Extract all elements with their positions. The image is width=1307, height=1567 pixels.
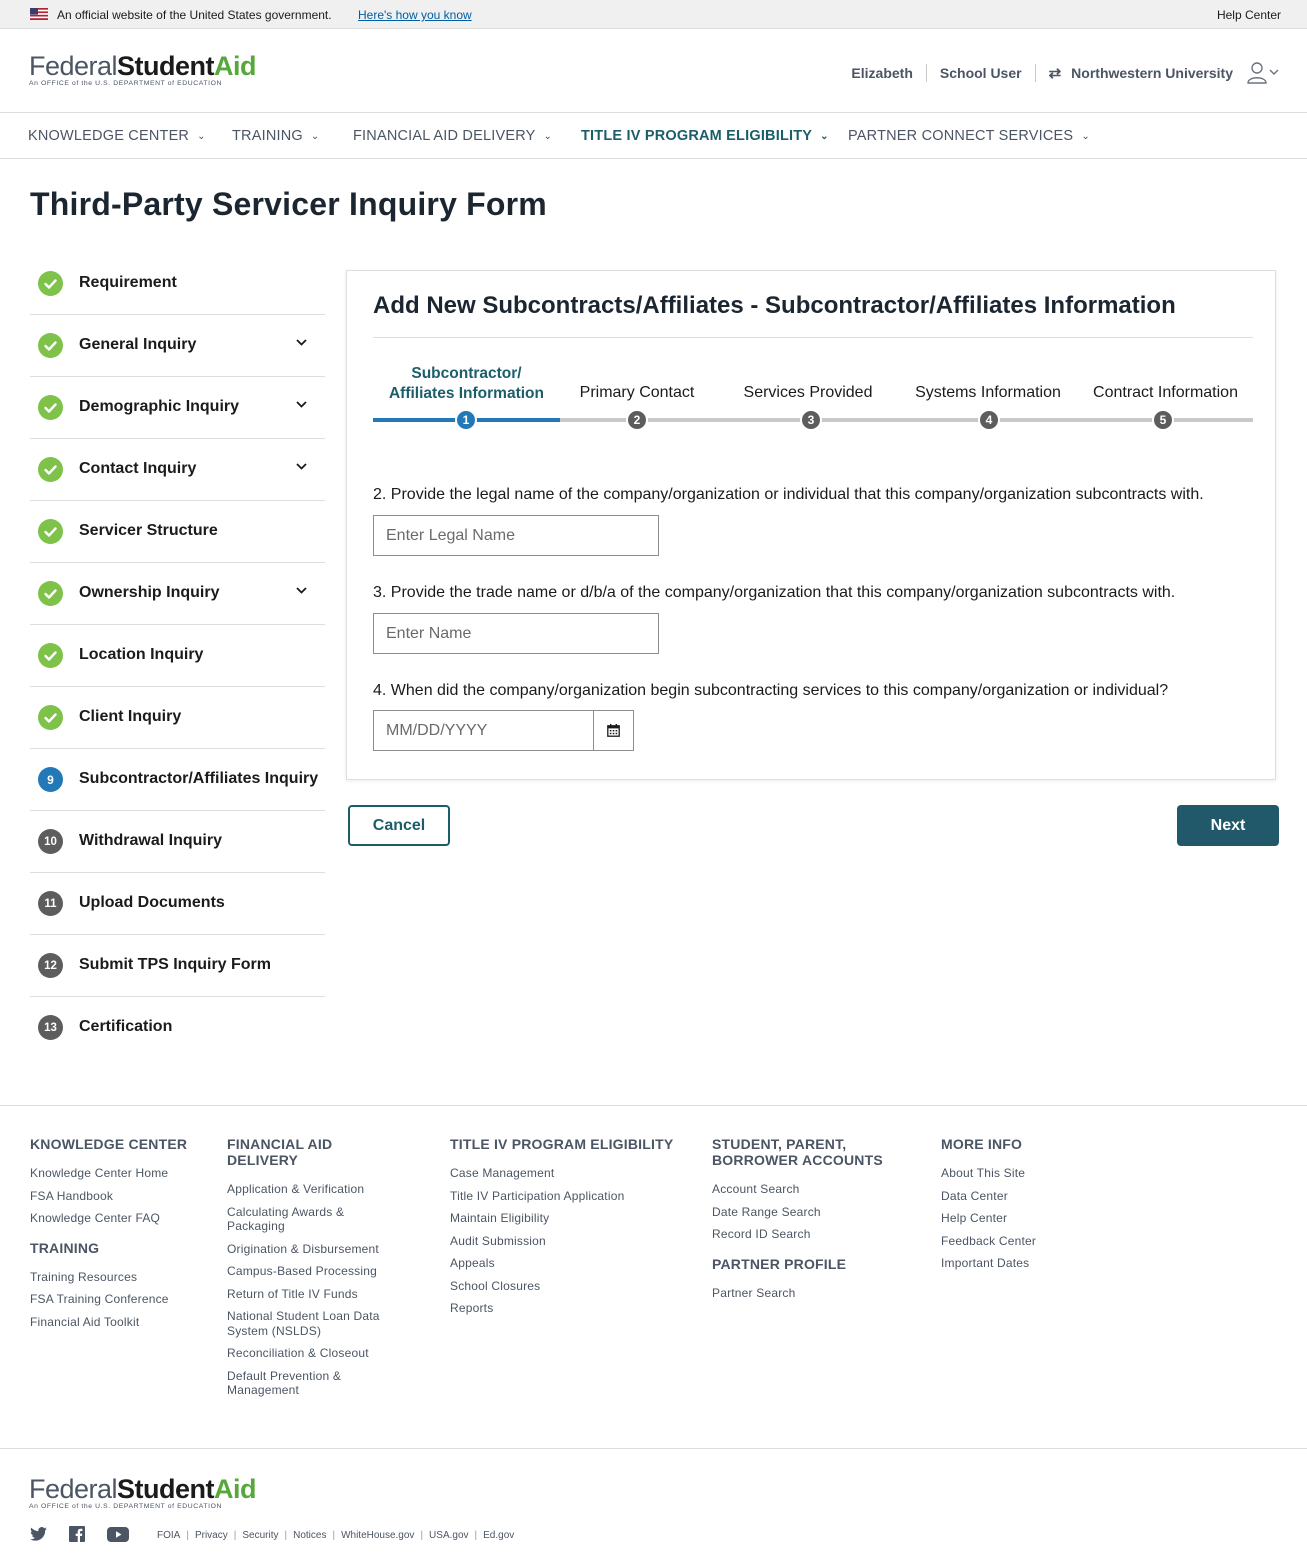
- legal-link[interactable]: Ed.gov: [483, 1530, 515, 1541]
- separator: |: [186, 1530, 189, 1541]
- footer-heading: MORE INFO: [941, 1136, 1023, 1152]
- divider: [373, 337, 1253, 338]
- step-3-label[interactable]: Services Provided: [743, 384, 873, 401]
- footer-link[interactable]: Return of Title IV Funds: [227, 1286, 358, 1301]
- gov-banner-text: An official website of the United States government.: [57, 8, 332, 22]
- facebook-icon[interactable]: [69, 1526, 85, 1542]
- check-icon: [38, 643, 63, 668]
- footer-heading: TRAINING: [30, 1239, 100, 1256]
- sidebar-item[interactable]: [30, 687, 325, 749]
- step-number-badge: 12: [38, 953, 63, 978]
- footer-link[interactable]: Help Center: [941, 1211, 1008, 1225]
- footer-link[interactable]: Maintain Eligibility: [450, 1211, 550, 1225]
- footer-column: [227, 1136, 392, 1406]
- sidebar-item-label: Location Inquiry: [79, 646, 204, 663]
- switch-institution-icon[interactable]: ⇄: [1048, 65, 1062, 82]
- social-links: [30, 1526, 151, 1542]
- legal-name-input[interactable]: [373, 515, 659, 556]
- step-2-label[interactable]: Primary Contact: [579, 384, 695, 401]
- sidebar-item[interactable]: [30, 811, 325, 873]
- footer-link[interactable]: Knowledge Center FAQ: [30, 1211, 161, 1225]
- sidebar-item[interactable]: [30, 501, 325, 563]
- footer-link[interactable]: FSA Handbook: [30, 1188, 114, 1203]
- footer-link[interactable]: Origination & Disbursement: [227, 1241, 379, 1256]
- footer-heading: KNOWLEDGE CENTER: [30, 1136, 188, 1152]
- footer-link[interactable]: Campus-Based Processing: [227, 1264, 378, 1278]
- sidebar-item-label: Client Inquiry: [79, 708, 182, 725]
- footer-link[interactable]: Partner Search: [712, 1285, 796, 1300]
- sidebar-item[interactable]: [30, 563, 325, 625]
- chevron-down-icon[interactable]: [296, 461, 307, 473]
- gov-banner: [0, 0, 1307, 29]
- step-5-dot[interactable]: 5: [1152, 409, 1174, 431]
- chevron-down-icon[interactable]: [296, 399, 307, 411]
- footer-fsa-logo[interactable]: [29, 1475, 256, 1510]
- trade-name-input[interactable]: [373, 613, 659, 654]
- legal-link[interactable]: Notices: [293, 1530, 327, 1541]
- nav-label: TRAINING: [232, 128, 303, 144]
- logo-subtitle: An OFFICE of the U.S. DEPARTMENT of EDUCATION: [29, 80, 223, 87]
- sidebar-item-label: Requirement: [79, 274, 177, 291]
- nav-title-iv-program-eligibility[interactable]: [581, 128, 829, 144]
- sidebar-item-label: Ownership Inquiry: [79, 584, 220, 601]
- footer-link[interactable]: Feedback Center: [941, 1233, 1037, 1248]
- sidebar-item[interactable]: [30, 253, 325, 315]
- footer-link[interactable]: Reconciliation & Closeout: [227, 1346, 369, 1360]
- logo-student: Student: [117, 1474, 215, 1504]
- chevron-down-icon: ⌄: [310, 131, 320, 142]
- nav-label: TITLE IV PROGRAM ELIGIBILITY: [581, 128, 813, 144]
- youtube-icon[interactable]: [107, 1527, 129, 1542]
- user-role: School User: [939, 65, 1022, 81]
- chevron-down-icon[interactable]: [296, 585, 307, 597]
- legal-link[interactable]: Security: [242, 1530, 279, 1541]
- cancel-button[interactable]: Cancel: [348, 805, 450, 846]
- separator: |: [332, 1530, 336, 1541]
- logo-federal: Federal: [29, 51, 118, 81]
- legal-link[interactable]: USA.gov: [429, 1530, 469, 1541]
- sidebar-item[interactable]: [30, 997, 325, 1059]
- footer-link[interactable]: Record ID Search: [712, 1227, 811, 1241]
- step-5-label[interactable]: Contract Information: [1093, 384, 1238, 401]
- legal-link[interactable]: Privacy: [194, 1530, 228, 1541]
- footer-link[interactable]: Important Dates: [941, 1256, 1030, 1270]
- nav-label: FINANCIAL AID DELIVERY: [353, 128, 536, 144]
- footer-link[interactable]: About This Site: [941, 1166, 1026, 1180]
- user-area: [851, 62, 1281, 84]
- footer-link[interactable]: Date Range Search: [712, 1204, 821, 1219]
- footer-link[interactable]: Application & Verification: [227, 1182, 365, 1196]
- footer-link[interactable]: Calculating Awards & Packaging: [227, 1204, 345, 1233]
- check-icon: [38, 705, 63, 730]
- step-number-badge: 9: [38, 767, 63, 792]
- check-icon: [38, 333, 63, 358]
- sidebar-item-label: Servicer Structure: [79, 522, 218, 539]
- progress-stepper: [373, 361, 1253, 431]
- step-4-label[interactable]: Systems Information: [915, 384, 1061, 401]
- check-icon: [38, 271, 63, 296]
- logo-subtitle: An OFFICE of the U.S. DEPARTMENT of EDUCATION: [29, 1503, 223, 1510]
- sidebar-item[interactable]: [30, 935, 325, 997]
- divider: [0, 1448, 1307, 1449]
- footer-link[interactable]: School Closures: [450, 1278, 541, 1293]
- form-card: [346, 270, 1276, 780]
- divider: [926, 64, 927, 82]
- footer-column: [450, 1136, 690, 1324]
- start-date-input[interactable]: [374, 711, 594, 750]
- form-steps-sidebar: [30, 253, 325, 1059]
- footer-link[interactable]: Case Management: [450, 1166, 555, 1180]
- calendar-button[interactable]: [593, 711, 633, 750]
- sidebar-item-label: Subcontractor/Affiliates Inquiry: [79, 770, 319, 787]
- chevron-down-icon[interactable]: [296, 337, 307, 349]
- footer-heading: STUDENT, PARENT, BORROWER ACCOUNTS: [712, 1136, 883, 1168]
- sidebar-item-label: Contact Inquiry: [79, 460, 197, 477]
- footer-link[interactable]: Data Center: [941, 1188, 1008, 1203]
- step-3-dot[interactable]: 3: [800, 409, 822, 431]
- footer-heading: FINANCIAL AID DELIVERY: [227, 1136, 333, 1168]
- separator: |: [420, 1530, 424, 1541]
- sidebar-item-label: General Inquiry: [79, 336, 197, 353]
- check-icon: [38, 581, 63, 606]
- question-2-label: 2. Provide the legal name of the company/organization or individual that this company/organization subcontracts with.: [373, 486, 1204, 503]
- user-menu-icon[interactable]: [1247, 62, 1281, 84]
- sidebar-item-label: Certification: [79, 1018, 173, 1035]
- divider: [1035, 64, 1036, 82]
- check-icon: [38, 457, 63, 482]
- check-icon: [38, 519, 63, 544]
- logo-aid: Aid: [214, 1474, 257, 1504]
- logo-student: Student: [117, 51, 215, 81]
- nav-label: KNOWLEDGE CENTER: [28, 128, 190, 144]
- user-name: Elizabeth: [851, 65, 913, 81]
- footer-link[interactable]: Audit Submission: [450, 1233, 546, 1248]
- step-1-label-line2: Affiliates Information: [388, 385, 544, 402]
- footer-link[interactable]: Appeals: [450, 1256, 495, 1270]
- fsa-logo[interactable]: [29, 52, 256, 87]
- card-title: Add New Subcontracts/Affiliates - Subcontractor/Affiliates Information: [373, 292, 1176, 319]
- footer-link[interactable]: Financial Aid Toolkit: [30, 1314, 140, 1329]
- nav-financial-aid-delivery[interactable]: [353, 128, 552, 144]
- main-nav: [0, 113, 1307, 159]
- sidebar-item[interactable]: [30, 749, 325, 811]
- sidebar-item-label: Withdrawal Inquiry: [79, 832, 222, 849]
- sidebar-item[interactable]: [30, 873, 325, 935]
- sidebar-item[interactable]: [30, 625, 325, 687]
- sidebar-item[interactable]: [30, 315, 325, 377]
- separator: |: [284, 1530, 288, 1541]
- page-title: Third-Party Servicer Inquiry Form: [30, 186, 547, 222]
- step-1-label-line1: Subcontractor/: [411, 365, 522, 382]
- legal-link[interactable]: WhiteHouse.gov: [341, 1530, 415, 1541]
- footer-column: [712, 1136, 892, 1308]
- footer-link[interactable]: Reports: [450, 1301, 494, 1315]
- date-picker: [373, 710, 634, 751]
- sidebar-item-label: Submit TPS Inquiry Form: [79, 956, 272, 973]
- nav-knowledge-center[interactable]: [28, 128, 206, 144]
- calendar-icon: [607, 724, 620, 737]
- sidebar-item[interactable]: [30, 439, 325, 501]
- footer-link[interactable]: Title IV Participation Application: [450, 1188, 625, 1203]
- footer-heading: PARTNER PROFILE: [712, 1255, 847, 1272]
- sidebar-item[interactable]: [30, 377, 325, 439]
- chevron-down-icon: ⌄: [197, 131, 206, 142]
- step-number-badge: 11: [38, 891, 63, 916]
- step-2-dot[interactable]: 2: [626, 409, 648, 431]
- footer-link[interactable]: Account Search: [712, 1182, 800, 1196]
- nav-label: PARTNER CONNECT SERVICES: [848, 128, 1074, 144]
- chevron-down-icon: ⌄: [543, 131, 553, 142]
- separator: |: [233, 1530, 237, 1541]
- step-1-dot[interactable]: 1: [455, 409, 477, 431]
- heres-how-you-know-link[interactable]: Here's how you know: [358, 8, 472, 22]
- logo-federal: Federal: [29, 1474, 118, 1504]
- footer-heading: TITLE IV PROGRAM ELIGIBILITY: [450, 1136, 674, 1152]
- sidebar-item-label: Upload Documents: [79, 894, 225, 911]
- nav-partner-connect-services[interactable]: [848, 128, 1090, 144]
- step-4-dot[interactable]: 4: [978, 409, 1000, 431]
- question-3-label: 3. Provide the trade name or d/b/a of the company/organization that this company/organization subcontracts with.: [373, 584, 1176, 601]
- institution-name[interactable]: Northwestern University: [1071, 65, 1233, 81]
- question-4-label: 4. When did the company/organization begin subcontracting services to this company/organization or individual?: [373, 682, 1169, 699]
- footer-link[interactable]: Training Resources: [30, 1269, 138, 1284]
- footer-column: [30, 1136, 210, 1337]
- footer-link[interactable]: Knowledge Center Home: [30, 1166, 169, 1180]
- site-footer: [0, 1105, 1307, 1567]
- nav-training[interactable]: [232, 128, 319, 144]
- step-number-badge: 10: [38, 829, 63, 854]
- sidebar-item-label: Demographic Inquiry: [79, 398, 240, 415]
- logo-aid: Aid: [214, 51, 257, 81]
- footer-link[interactable]: FSA Training Conference: [30, 1292, 169, 1306]
- help-center-link[interactable]: Help Center: [1216, 8, 1281, 22]
- legal-link[interactable]: FOIA: [157, 1530, 181, 1541]
- chevron-down-icon: ⌄: [1081, 131, 1090, 142]
- footer-link[interactable]: National Student Loan Data System (NSLDS): [227, 1309, 380, 1338]
- footer-link[interactable]: Default Prevention & Management: [227, 1368, 342, 1397]
- site-header: [0, 29, 1307, 113]
- legal-links: [157, 1530, 514, 1541]
- separator: |: [474, 1530, 478, 1541]
- footer-column: [941, 1136, 1141, 1279]
- chevron-down-icon: ⌄: [820, 131, 829, 142]
- us-flag-icon: [30, 8, 48, 20]
- check-icon: [38, 395, 63, 420]
- step-1-label[interactable]: [373, 364, 560, 404]
- twitter-icon[interactable]: [30, 1527, 47, 1541]
- step-number-badge: 13: [38, 1015, 63, 1040]
- next-button[interactable]: Next: [1177, 805, 1279, 846]
